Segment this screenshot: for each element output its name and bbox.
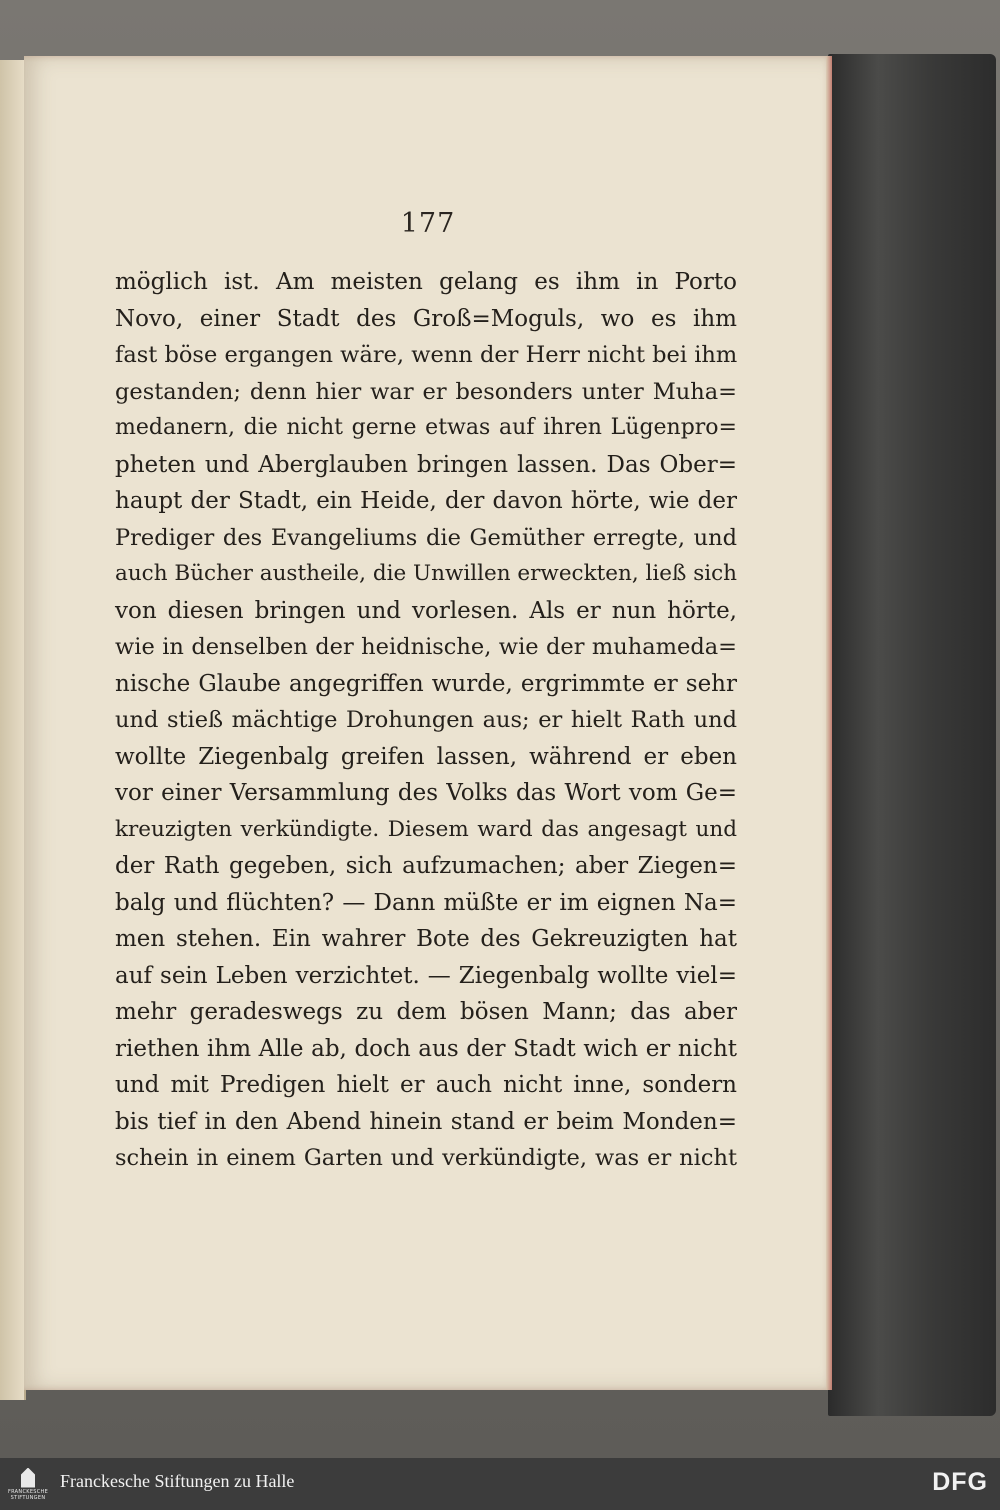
logo-text — [8, 1489, 48, 1501]
text-line: von diesen bringen und vorlesen. Als er nun hörte, — [115, 597, 737, 624]
text-line: mehr geradeswegs zu dem bösen Mann; das aber — [115, 999, 737, 1025]
page-text — [115, 264, 737, 1177]
dfg-logo[interactable]: DFG — [932, 1468, 988, 1496]
book-cover — [828, 54, 996, 1416]
text-line: haupt der Stadt, ein Heide, der davon hörte, wie der — [115, 488, 737, 514]
logo-text-line: FRANCKESCHE — [7, 1488, 49, 1495]
logo-text-line: STIFTUNGEN — [10, 1494, 46, 1501]
page-number: 177 — [400, 208, 456, 239]
text-line: gestanden; denn hier war er besonders unter Muha= — [115, 378, 737, 405]
text-line: der Rath gegeben, sich aufzumachen; aber Ziegen= — [115, 853, 737, 879]
book-page — [24, 56, 832, 1390]
text-line: vor einer Versammlung des Volks das Wort vom Ge= — [115, 780, 737, 806]
viewer-footer — [0, 1458, 1000, 1510]
text-line: und mit Predigen hielt er auch nicht inne, sondern — [115, 1072, 737, 1098]
text-line: schein in einem Garten und verkündigte, was er nicht — [115, 1145, 737, 1171]
text-line: wollte Ziegenbalg greifen lassen, während er eben — [115, 743, 737, 770]
text-line: möglich ist. Am meisten gelang es ihm in Porto — [115, 269, 737, 295]
text-line: auch Bücher austheile, die Unwillen erweckten, ließ sich — [115, 561, 737, 586]
text-line: auf sein Leben verzichtet. — Ziegenbalg wollte viel= — [115, 962, 737, 989]
text-line: pheten und Aberglauben bringen lassen. Das Ober= — [115, 451, 737, 478]
text-line: bis tief in den Abend hinein stand er beim Monden= — [115, 1108, 737, 1135]
text-line: fast böse ergangen wäre, wenn der Herr nicht bei ihm — [115, 342, 738, 368]
text-line: balg und flüchten? — Dann müßte er im eignen Na= — [115, 889, 737, 916]
text-line: men stehen. Ein wahrer Bote des Gekreuzigten hat — [115, 926, 737, 952]
text-line: Prediger des Evangeliums die Gemüther erregte, und — [115, 524, 737, 551]
building-icon — [21, 1468, 35, 1488]
text-line: medanern, die nicht gerne etwas auf ihren Lügenpro= — [115, 415, 737, 440]
text-line: kreuzigten verkündigte. Diesem ward das angesagt und — [115, 816, 737, 842]
text-line: wie in denselben der heidnische, wie der muhameda= — [115, 634, 737, 660]
text-line: und stieß mächtige Drohungen aus; er hielt Rath und — [115, 707, 737, 733]
text-line: Novo, einer Stadt des Groß=Moguls, wo es ihm — [115, 305, 737, 332]
text-line: riethen ihm Alle ab, doch aus der Stadt wich er nicht — [115, 1035, 737, 1062]
franckesche-logo-icon[interactable] — [8, 1464, 48, 1504]
text-line: nische Glaube angegriffen wurde, ergrimmte er sehr — [115, 670, 737, 697]
previous-page-edge — [0, 60, 26, 1400]
institution-name: Franckesche Stiftungen zu Halle — [60, 1471, 295, 1491]
